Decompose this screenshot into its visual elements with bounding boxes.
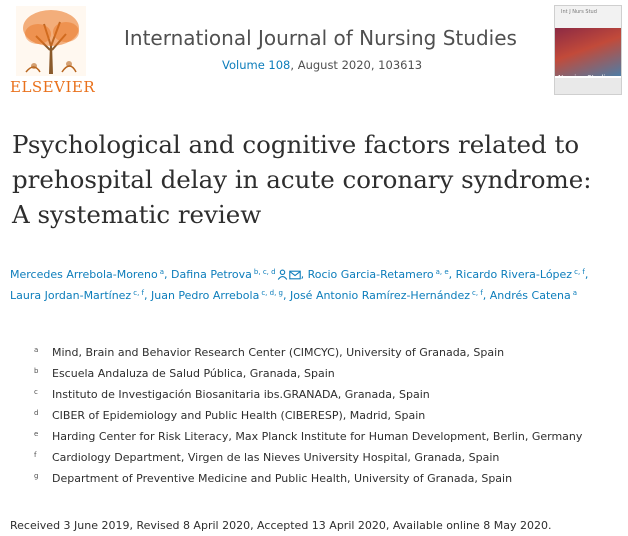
author-link[interactable] <box>171 268 301 281</box>
affiliation-text: CIBER of Epidemiology and Public Health (CIBERESP), Madrid, Spain <box>52 409 426 422</box>
author-affiliation-marker: a, e <box>435 268 449 276</box>
author-name: Juan Pedro Arrebola <box>150 289 260 302</box>
author-affiliation-marker: c, d, g <box>261 289 283 297</box>
affiliation-item <box>34 430 582 451</box>
journal-cover-thumbnail[interactable] <box>554 5 622 95</box>
citation-details: , August 2020, 103613 <box>290 58 423 72</box>
affiliation-label: b <box>34 367 39 375</box>
author-list: Mercedes Arrebola-Moreno $^a$, Dafina Petrova $^{b, c, d}$ , Rocio Garcia-Retamero $^{a, e}$, Ricardo Rivera-López $^{c, f}$, Laura Jordan-Martínez $^{c, f}$, Juan Pedro Arrebola $^{c, d, g}$, José Antonio Ramírez-Hernández $^{c, f}$, Andrés Catena $^a$ <box>10 268 589 302</box>
author-name: Mercedes Arrebola-Moreno <box>10 268 158 281</box>
author-affiliation-marker: a <box>159 268 164 276</box>
author-name: Ricardo Rivera-López <box>455 268 573 281</box>
elsevier-tree-icon <box>16 6 86 76</box>
affiliation-list <box>34 346 582 493</box>
cover-header-strip <box>555 6 621 28</box>
affiliation-item <box>34 451 582 472</box>
affiliation-label: g <box>34 472 39 480</box>
affiliation-text: Harding Center for Risk Literacy, Max Planck Institute for Human Development, Berlin, Germany <box>52 430 583 443</box>
affiliation-item <box>34 346 582 367</box>
affiliation-label: d <box>34 409 39 417</box>
volume-link[interactable]: Volume 108 <box>222 58 291 72</box>
author-link[interactable] <box>10 289 144 302</box>
article-header <box>0 0 628 100</box>
affiliation-label: e <box>34 430 39 438</box>
cover-header-text: Int J Nurs Stud <box>561 9 597 15</box>
affiliation-item <box>34 472 582 493</box>
affiliation-item <box>34 388 582 409</box>
person-icon[interactable] <box>277 269 288 280</box>
affiliation-text: Instituto de Investigación Biosanitaria ibs.GRANADA, Granada, Spain <box>52 388 430 401</box>
author-affiliation-marker: c, f <box>133 289 144 297</box>
author-link[interactable] <box>290 289 483 302</box>
affiliation-label: a <box>34 346 39 354</box>
author-name: Laura Jordan-Martínez <box>10 289 132 302</box>
article-history: Received 3 June 2019, Revised 8 April 2020, Accepted 13 April 2020, Available online 8 May 2020. <box>10 519 552 532</box>
journal-title[interactable]: International Journal of Nursing Studies <box>124 26 517 50</box>
author-affiliation-marker: a <box>572 289 578 297</box>
author-affiliation-marker: c, f <box>472 289 483 297</box>
author-name: José Antonio Ramírez-Hernández <box>289 289 471 302</box>
cover-footer <box>555 78 621 94</box>
affiliation-item <box>34 409 582 430</box>
author-link[interactable] <box>490 289 577 302</box>
author-affiliation-marker: b, c, d <box>253 268 276 276</box>
author-affiliation-marker: c, f <box>574 268 585 276</box>
affiliation-item <box>34 367 582 388</box>
elsevier-logo[interactable] <box>10 6 96 96</box>
article-title: Psychological and cognitive factors related to prehospital delay in acute coronary syndrome: A systematic review <box>12 130 592 229</box>
affiliation-text: Escuela Andaluza de Salud Pública, Granada, Spain <box>52 367 335 380</box>
author-link[interactable] <box>456 268 585 281</box>
elsevier-wordmark: ELSEVIER <box>10 78 96 96</box>
affiliation-label: f <box>34 451 37 459</box>
author-link[interactable] <box>10 268 164 281</box>
envelope-icon[interactable] <box>289 270 301 280</box>
affiliation-text: Department of Preventive Medicine and Public Health, University of Granada, Spain <box>52 472 513 485</box>
affiliation-text: Cardiology Department, Virgen de las Nieves University Hospital, Granada, Spain <box>52 451 500 464</box>
journal-citation <box>222 58 422 72</box>
affiliation-text: Mind, Brain and Behavior Research Center (CIMCYC), University of Granada, Spain <box>52 346 505 359</box>
cover-image-band <box>555 28 621 76</box>
author-name: Dafina Petrova <box>170 268 252 281</box>
author-link[interactable] <box>151 289 283 302</box>
author-name: Rocio Garcia-Retamero <box>307 268 434 281</box>
author-link[interactable] <box>308 268 449 281</box>
author-name: Andrés Catena <box>489 289 571 302</box>
affiliation-label: c <box>34 388 38 396</box>
